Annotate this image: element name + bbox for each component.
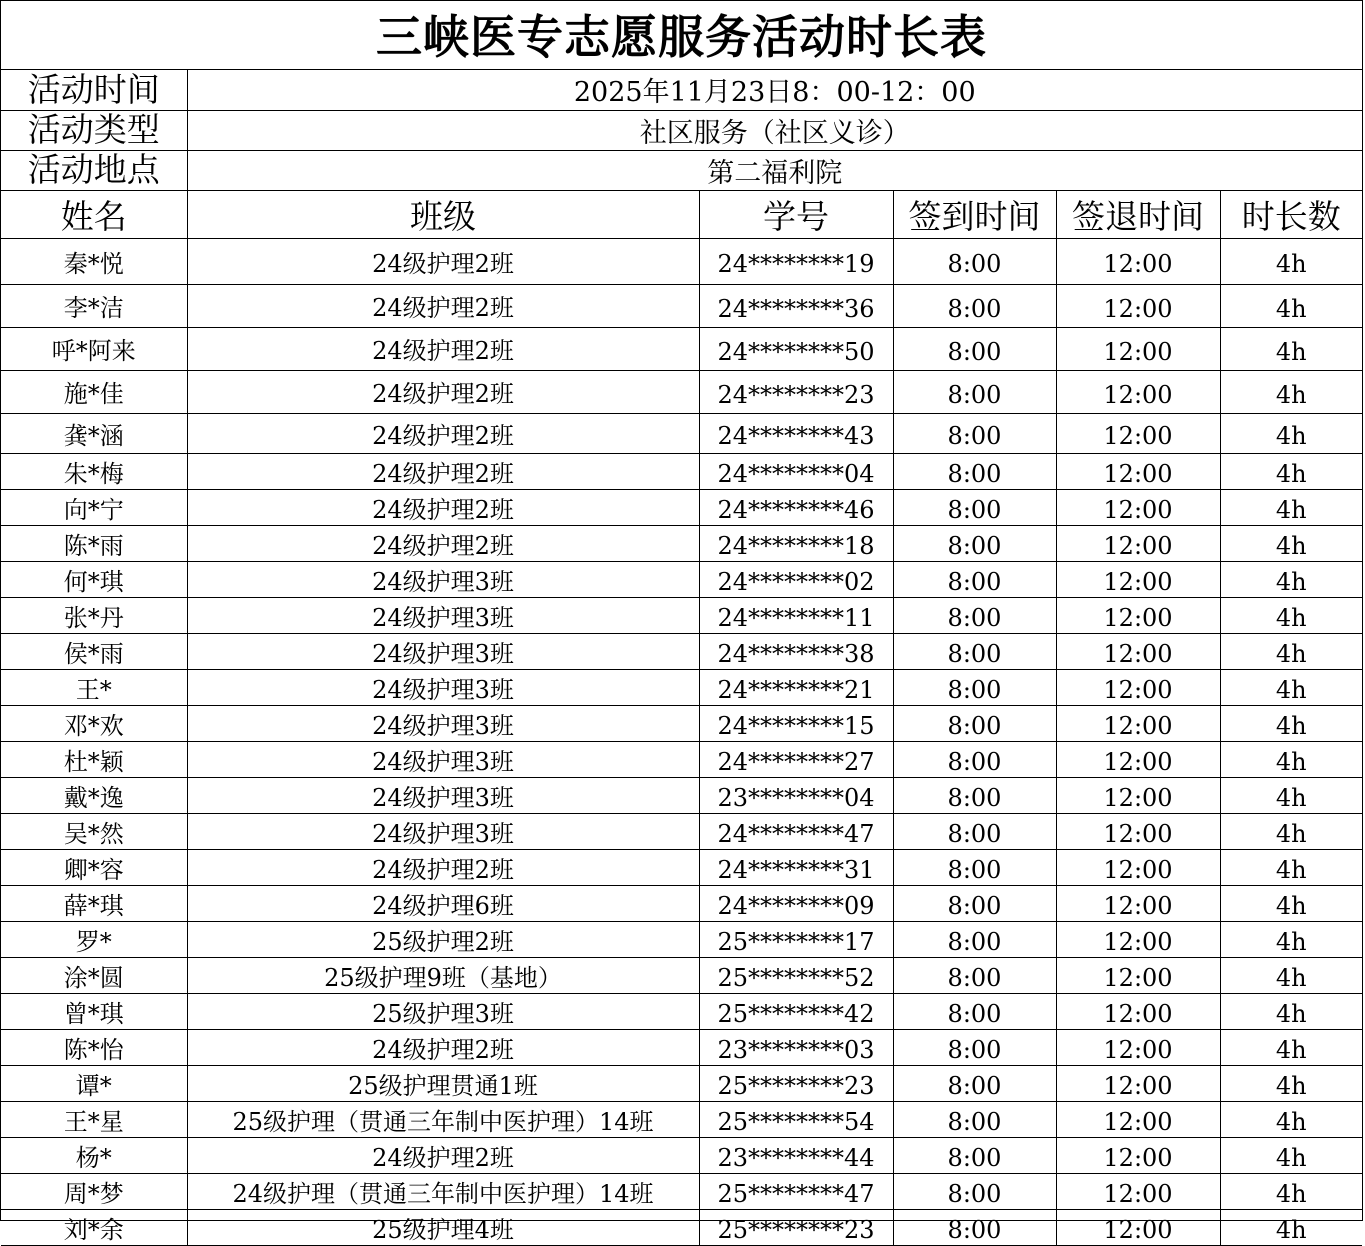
class-cell: 24级护理（贯通三年制中医护理）14班 xyxy=(187,1173,699,1209)
table-row xyxy=(1,993,1362,1029)
sign-out-cell: 12:00 xyxy=(1056,1101,1220,1137)
name-cell: 涂*圆 xyxy=(1,957,187,993)
class-cell: 24级护理2班 xyxy=(187,849,699,885)
student-id-cell: 24********31 xyxy=(699,849,893,885)
sign-out-cell: 12:00 xyxy=(1056,777,1220,813)
student-id-cell: 24********18 xyxy=(699,525,893,561)
student-id-cell: 25********54 xyxy=(699,1101,893,1137)
sign-out-cell: 12:00 xyxy=(1056,561,1220,597)
sign-in-cell: 8:00 xyxy=(893,705,1056,741)
sign-out-cell: 12:00 xyxy=(1056,413,1220,453)
sign-in-cell: 8:00 xyxy=(893,327,1056,370)
class-cell: 24级护理3班 xyxy=(187,777,699,813)
table-row xyxy=(1,489,1362,525)
name-cell: 陈*怡 xyxy=(1,1029,187,1065)
hours-cell: 4h xyxy=(1220,993,1362,1029)
table-row xyxy=(1,238,1362,284)
sign-out-cell: 12:00 xyxy=(1056,1065,1220,1101)
info-value: 社区服务（社区义诊） xyxy=(187,110,1362,150)
sign-out-cell: 12:00 xyxy=(1056,705,1220,741)
class-cell: 24级护理2班 xyxy=(187,1137,699,1173)
sign-out-cell: 12:00 xyxy=(1056,1209,1220,1245)
info-value: 第二福利院 xyxy=(187,150,1362,190)
class-cell: 24级护理3班 xyxy=(187,669,699,705)
student-id-cell: 24********02 xyxy=(699,561,893,597)
class-cell: 24级护理2班 xyxy=(187,1029,699,1065)
hours-cell: 4h xyxy=(1220,633,1362,669)
class-cell: 25级护理2班 xyxy=(187,921,699,957)
sign-in-cell: 8:00 xyxy=(893,1173,1056,1209)
sign-out-cell: 12:00 xyxy=(1056,1029,1220,1065)
class-cell: 24级护理3班 xyxy=(187,705,699,741)
table-row xyxy=(1,561,1362,597)
hours-cell: 4h xyxy=(1220,849,1362,885)
hours-cell: 4h xyxy=(1220,238,1362,284)
name-cell: 杜*颖 xyxy=(1,741,187,777)
sign-in-cell: 8:00 xyxy=(893,525,1056,561)
name-cell: 陈*雨 xyxy=(1,525,187,561)
sign-out-cell: 12:00 xyxy=(1056,921,1220,957)
hours-cell: 4h xyxy=(1220,777,1362,813)
info-value: 2025年11月23日8：00-12：00 xyxy=(187,70,1362,110)
class-cell: 24级护理2班 xyxy=(187,453,699,489)
student-id-cell: 23********03 xyxy=(699,1029,893,1065)
hours-cell: 4h xyxy=(1220,370,1362,413)
class-cell: 24级护理3班 xyxy=(187,561,699,597)
name-cell: 罗* xyxy=(1,921,187,957)
table-row xyxy=(1,633,1362,669)
sign-in-cell: 8:00 xyxy=(893,597,1056,633)
student-id-cell: 24********11 xyxy=(699,597,893,633)
header-hours: 时长数 xyxy=(1220,190,1362,238)
sign-in-cell: 8:00 xyxy=(893,993,1056,1029)
table-row xyxy=(1,1029,1362,1065)
sign-out-cell: 12:00 xyxy=(1056,489,1220,525)
table-row xyxy=(1,1173,1362,1209)
hours-cell: 4h xyxy=(1220,957,1362,993)
table-row xyxy=(1,777,1362,813)
table-row xyxy=(1,413,1362,453)
sign-in-cell: 8:00 xyxy=(893,1137,1056,1173)
sign-out-cell: 12:00 xyxy=(1056,238,1220,284)
student-id-cell: 25********52 xyxy=(699,957,893,993)
sign-out-cell: 12:00 xyxy=(1056,813,1220,849)
table-row xyxy=(1,885,1362,921)
name-cell: 王*星 xyxy=(1,1101,187,1137)
sign-in-cell: 8:00 xyxy=(893,1065,1056,1101)
sign-in-cell: 8:00 xyxy=(893,453,1056,489)
student-id-cell: 24********50 xyxy=(699,327,893,370)
table-row xyxy=(1,370,1362,413)
table-row xyxy=(1,327,1362,370)
sign-in-cell: 8:00 xyxy=(893,813,1056,849)
header-name: 姓名 xyxy=(1,190,187,238)
hours-cell: 4h xyxy=(1220,413,1362,453)
sign-in-cell: 8:00 xyxy=(893,1029,1056,1065)
student-id-cell: 24********09 xyxy=(699,885,893,921)
name-cell: 曾*琪 xyxy=(1,993,187,1029)
sign-in-cell: 8:00 xyxy=(893,1209,1056,1245)
sign-in-cell: 8:00 xyxy=(893,849,1056,885)
hours-cell: 4h xyxy=(1220,741,1362,777)
student-id-cell: 25********17 xyxy=(699,921,893,957)
class-cell: 24级护理2班 xyxy=(187,238,699,284)
student-id-cell: 24********43 xyxy=(699,413,893,453)
sign-in-cell: 8:00 xyxy=(893,489,1056,525)
table-row xyxy=(1,1137,1362,1173)
table-row xyxy=(1,284,1362,327)
name-cell: 施*佳 xyxy=(1,370,187,413)
table-row xyxy=(1,1101,1362,1137)
name-cell: 刘*余 xyxy=(1,1209,187,1245)
name-cell: 侯*雨 xyxy=(1,633,187,669)
sign-in-cell: 8:00 xyxy=(893,1101,1056,1137)
class-cell: 24级护理3班 xyxy=(187,813,699,849)
sign-in-cell: 8:00 xyxy=(893,370,1056,413)
hours-cell: 4h xyxy=(1220,525,1362,561)
hours-cell: 4h xyxy=(1220,1101,1362,1137)
hours-cell: 4h xyxy=(1220,1209,1362,1245)
hours-cell: 4h xyxy=(1220,1029,1362,1065)
table-row xyxy=(1,669,1362,705)
sign-out-cell: 12:00 xyxy=(1056,993,1220,1029)
sign-out-cell: 12:00 xyxy=(1056,885,1220,921)
class-cell: 24级护理2班 xyxy=(187,284,699,327)
student-id-cell: 24********15 xyxy=(699,705,893,741)
name-cell: 朱*梅 xyxy=(1,453,187,489)
class-cell: 25级护理贯通1班 xyxy=(187,1065,699,1101)
student-id-cell: 23********04 xyxy=(699,777,893,813)
sign-out-cell: 12:00 xyxy=(1056,669,1220,705)
student-id-cell: 24********23 xyxy=(699,370,893,413)
name-cell: 吴*然 xyxy=(1,813,187,849)
table-row xyxy=(1,813,1362,849)
class-cell: 24级护理2班 xyxy=(187,489,699,525)
name-cell: 张*丹 xyxy=(1,597,187,633)
header-student-id: 学号 xyxy=(699,190,893,238)
hours-cell: 4h xyxy=(1220,284,1362,327)
name-cell: 呼*阿来 xyxy=(1,327,187,370)
name-cell: 李*洁 xyxy=(1,284,187,327)
student-id-cell: 24********47 xyxy=(699,813,893,849)
name-cell: 秦*悦 xyxy=(1,238,187,284)
sign-out-cell: 12:00 xyxy=(1056,327,1220,370)
hours-cell: 4h xyxy=(1220,885,1362,921)
sign-out-cell: 12:00 xyxy=(1056,453,1220,489)
table-row xyxy=(1,849,1362,885)
student-id-cell: 24********38 xyxy=(699,633,893,669)
student-id-cell: 24********27 xyxy=(699,741,893,777)
sign-in-cell: 8:00 xyxy=(893,413,1056,453)
name-cell: 周*梦 xyxy=(1,1173,187,1209)
name-cell: 谭* xyxy=(1,1065,187,1101)
hours-table xyxy=(1,70,1362,1246)
sign-out-cell: 12:00 xyxy=(1056,957,1220,993)
class-cell: 24级护理2班 xyxy=(187,413,699,453)
table-row xyxy=(1,1065,1362,1101)
sign-in-cell: 8:00 xyxy=(893,669,1056,705)
info-row-type xyxy=(1,110,1362,150)
class-cell: 24级护理2班 xyxy=(187,525,699,561)
info-label: 活动地点 xyxy=(1,150,187,190)
table-row xyxy=(1,957,1362,993)
student-id-cell: 23********44 xyxy=(699,1137,893,1173)
name-cell: 邓*欢 xyxy=(1,705,187,741)
table-row xyxy=(1,921,1362,957)
hours-cell: 4h xyxy=(1220,327,1362,370)
hours-cell: 4h xyxy=(1220,705,1362,741)
name-cell: 龚*涵 xyxy=(1,413,187,453)
sign-in-cell: 8:00 xyxy=(893,741,1056,777)
info-label: 活动时间 xyxy=(1,70,187,110)
hours-cell: 4h xyxy=(1220,921,1362,957)
student-id-cell: 24********19 xyxy=(699,238,893,284)
class-cell: 24级护理3班 xyxy=(187,741,699,777)
info-label: 活动类型 xyxy=(1,110,187,150)
name-cell: 薛*琪 xyxy=(1,885,187,921)
header-sign-in: 签到时间 xyxy=(893,190,1056,238)
hours-cell: 4h xyxy=(1220,813,1362,849)
table-row xyxy=(1,453,1362,489)
class-cell: 25级护理（贯通三年制中医护理）14班 xyxy=(187,1101,699,1137)
class-cell: 24级护理2班 xyxy=(187,327,699,370)
hours-cell: 4h xyxy=(1220,489,1362,525)
class-cell: 24级护理3班 xyxy=(187,597,699,633)
sign-in-cell: 8:00 xyxy=(893,921,1056,957)
name-cell: 向*宁 xyxy=(1,489,187,525)
student-id-cell: 24********36 xyxy=(699,284,893,327)
info-row-time xyxy=(1,70,1362,110)
sign-out-cell: 12:00 xyxy=(1056,284,1220,327)
student-id-cell: 24********21 xyxy=(699,669,893,705)
student-id-cell: 24********46 xyxy=(699,489,893,525)
class-cell: 25级护理3班 xyxy=(187,993,699,1029)
sign-out-cell: 12:00 xyxy=(1056,849,1220,885)
name-cell: 戴*逸 xyxy=(1,777,187,813)
sign-in-cell: 8:00 xyxy=(893,633,1056,669)
header-class: 班级 xyxy=(187,190,699,238)
table-row xyxy=(1,705,1362,741)
sign-out-cell: 12:00 xyxy=(1056,597,1220,633)
table-row xyxy=(1,597,1362,633)
sign-in-cell: 8:00 xyxy=(893,957,1056,993)
sign-out-cell: 12:00 xyxy=(1056,1137,1220,1173)
student-id-cell: 25********42 xyxy=(699,993,893,1029)
hours-cell: 4h xyxy=(1220,561,1362,597)
hours-cell: 4h xyxy=(1220,1173,1362,1209)
name-cell: 何*琪 xyxy=(1,561,187,597)
hours-cell: 4h xyxy=(1220,597,1362,633)
hours-cell: 4h xyxy=(1220,1137,1362,1173)
sign-in-cell: 8:00 xyxy=(893,561,1056,597)
class-cell: 24级护理6班 xyxy=(187,885,699,921)
name-cell: 卿*容 xyxy=(1,849,187,885)
class-cell: 24级护理2班 xyxy=(187,370,699,413)
sign-out-cell: 12:00 xyxy=(1056,741,1220,777)
table-row xyxy=(1,1209,1362,1245)
sign-out-cell: 12:00 xyxy=(1056,633,1220,669)
table-row xyxy=(1,525,1362,561)
info-row-location xyxy=(1,150,1362,190)
student-id-cell: 25********47 xyxy=(699,1173,893,1209)
header-sign-out: 签退时间 xyxy=(1056,190,1220,238)
table-row xyxy=(1,741,1362,777)
sign-out-cell: 12:00 xyxy=(1056,525,1220,561)
header-row xyxy=(1,190,1362,238)
sign-in-cell: 8:00 xyxy=(893,284,1056,327)
class-cell: 24级护理3班 xyxy=(187,633,699,669)
sign-out-cell: 12:00 xyxy=(1056,370,1220,413)
sign-in-cell: 8:00 xyxy=(893,885,1056,921)
class-cell: 25级护理9班（基地） xyxy=(187,957,699,993)
hours-cell: 4h xyxy=(1220,1065,1362,1101)
student-id-cell: 25********23 xyxy=(699,1065,893,1101)
student-id-cell: 24********04 xyxy=(699,453,893,489)
class-cell: 25级护理4班 xyxy=(187,1209,699,1245)
hours-cell: 4h xyxy=(1220,669,1362,705)
sheet-title: 三峡医专志愿服务活动时长表 xyxy=(1,1,1362,70)
sign-out-cell: 12:00 xyxy=(1056,1173,1220,1209)
name-cell: 王* xyxy=(1,669,187,705)
student-id-cell: 25********23 xyxy=(699,1209,893,1245)
hours-cell: 4h xyxy=(1220,453,1362,489)
name-cell: 杨* xyxy=(1,1137,187,1173)
sign-in-cell: 8:00 xyxy=(893,777,1056,813)
sign-in-cell: 8:00 xyxy=(893,238,1056,284)
